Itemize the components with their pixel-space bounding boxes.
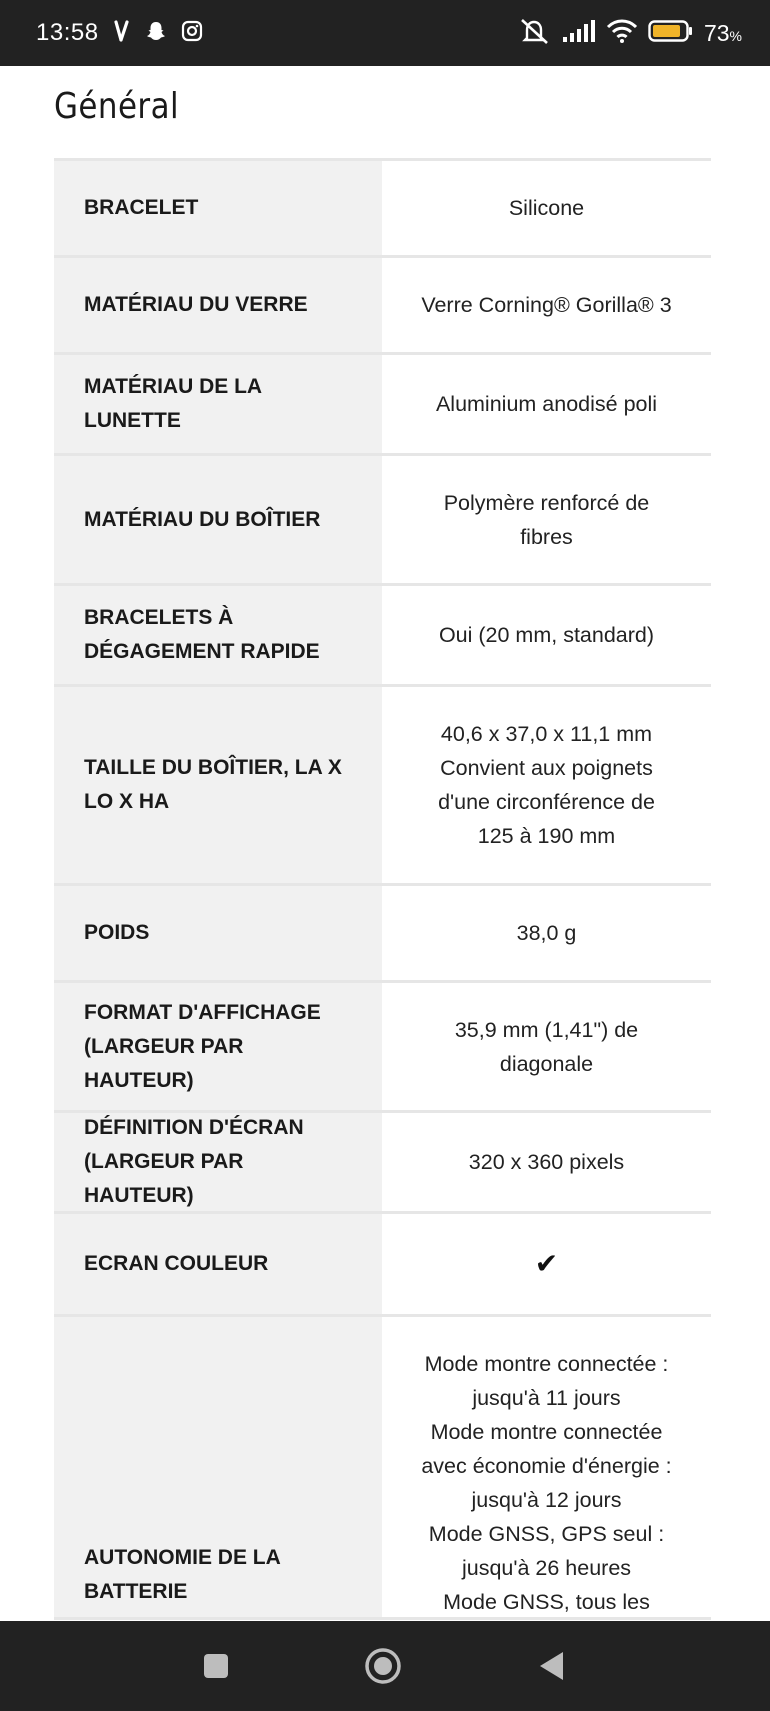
spec-value-line: Aluminium anodisé poli	[435, 392, 658, 416]
mute-icon	[518, 17, 552, 50]
spec-row	[54, 886, 711, 983]
spec-row	[54, 161, 711, 258]
spec-row	[54, 355, 711, 456]
home-button[interactable]	[363, 1646, 403, 1686]
signal-icon	[562, 19, 596, 48]
spec-value-line: 38,0 g	[516, 921, 577, 945]
instagram-icon	[181, 20, 203, 47]
battery-icon	[648, 19, 694, 48]
notification-icons	[113, 19, 203, 48]
spec-row	[54, 1214, 711, 1317]
spec-row	[54, 983, 711, 1113]
v-app-icon	[113, 19, 131, 48]
spec-value	[382, 1113, 711, 1211]
spec-value-line: Convient aux poignets	[440, 756, 653, 780]
spec-label: DÉFINITION D'ÉCRAN (LARGEUR PAR HAUTEUR)	[54, 1113, 382, 1211]
checkmark-icon: ✔	[534, 1248, 559, 1279]
spec-value	[382, 886, 711, 980]
spec-value	[382, 456, 711, 583]
status-bar	[0, 0, 770, 66]
back-button[interactable]	[532, 1646, 572, 1686]
spec-value-line: Verre Corning® Gorilla® 3	[421, 293, 672, 317]
circle-icon	[363, 1646, 403, 1686]
spec-row	[54, 456, 711, 586]
spec-label: BRACELETS À DÉGAGEMENT RAPIDE	[54, 586, 382, 684]
status-right	[518, 0, 742, 66]
spec-row	[54, 1317, 711, 1620]
spec-value-line: Silicone	[508, 196, 585, 220]
snapchat-icon	[145, 20, 167, 47]
spec-value-line: d'une circonférence de	[438, 790, 655, 814]
spec-row	[54, 258, 711, 355]
spec-row	[54, 586, 711, 687]
spec-value	[382, 1214, 711, 1314]
spec-value-line: avec économie d'énergie :	[421, 1454, 672, 1478]
spec-value-line: jusqu'à 11 jours	[472, 1386, 621, 1410]
spec-label: AUTONOMIE DE LA BATTERIE	[54, 1317, 382, 1617]
spec-label: TAILLE DU BOÎTIER, LA X LO X HA	[54, 687, 382, 883]
spec-value-line: 320 x 360 pixels	[468, 1150, 625, 1174]
square-icon	[201, 1651, 231, 1681]
spec-value-line: jusqu'à 26 heures	[461, 1556, 632, 1580]
spec-value	[382, 258, 711, 352]
spec-value-line: 40,6 x 37,0 x 11,1 mm	[440, 722, 653, 746]
status-left	[36, 0, 203, 66]
spec-label: ECRAN COULEUR	[54, 1214, 382, 1314]
spec-value	[382, 983, 711, 1110]
spec-value-line: Mode montre connectée	[430, 1420, 663, 1444]
spec-value	[382, 586, 711, 684]
spec-value	[382, 1317, 711, 1617]
page-content[interactable]	[0, 66, 770, 1621]
spec-label: MATÉRIAU DU VERRE	[54, 258, 382, 352]
spec-row	[54, 1113, 711, 1214]
status-time: 13:58	[36, 19, 99, 46]
spec-value-line: 35,9 mm (1,41") de	[454, 1017, 639, 1042]
spec-label: MATÉRIAU DE LA LUNETTE	[54, 355, 382, 453]
spec-label: POIDS	[54, 886, 382, 980]
spec-label: BRACELET	[54, 161, 382, 255]
spec-row	[54, 687, 711, 886]
spec-value-line: Mode GNSS, tous les	[443, 1590, 650, 1614]
recents-button[interactable]	[196, 1646, 236, 1686]
spec-label: MATÉRIAU DU BOÎTIER	[54, 456, 382, 583]
spec-value-line: Oui (20 mm, standard)	[438, 623, 655, 647]
back-triangle-icon	[537, 1650, 567, 1682]
section-title: Général	[54, 86, 180, 127]
battery-percent: 73%	[703, 19, 742, 46]
specs-table	[54, 158, 711, 1620]
spec-value-line: jusqu'à 12 jours	[471, 1488, 622, 1512]
spec-value-line: Mode montre connectée :	[424, 1352, 669, 1376]
spec-value	[382, 355, 711, 453]
spec-value	[382, 161, 711, 255]
spec-value-line: 125 à 190 mm	[477, 824, 616, 848]
spec-value-line: Mode GNSS, GPS seul :	[428, 1522, 665, 1546]
spec-value-line: diagonale	[499, 1051, 594, 1076]
wifi-icon	[606, 18, 638, 49]
navigation-bar	[0, 1621, 770, 1711]
spec-label: FORMAT D'AFFICHAGE (LARGEUR PAR HAUTEUR)	[54, 983, 382, 1110]
spec-value	[382, 687, 711, 883]
spec-value-line: Polymère renforcé de	[443, 490, 650, 515]
spec-value-line: fibres	[520, 524, 573, 549]
